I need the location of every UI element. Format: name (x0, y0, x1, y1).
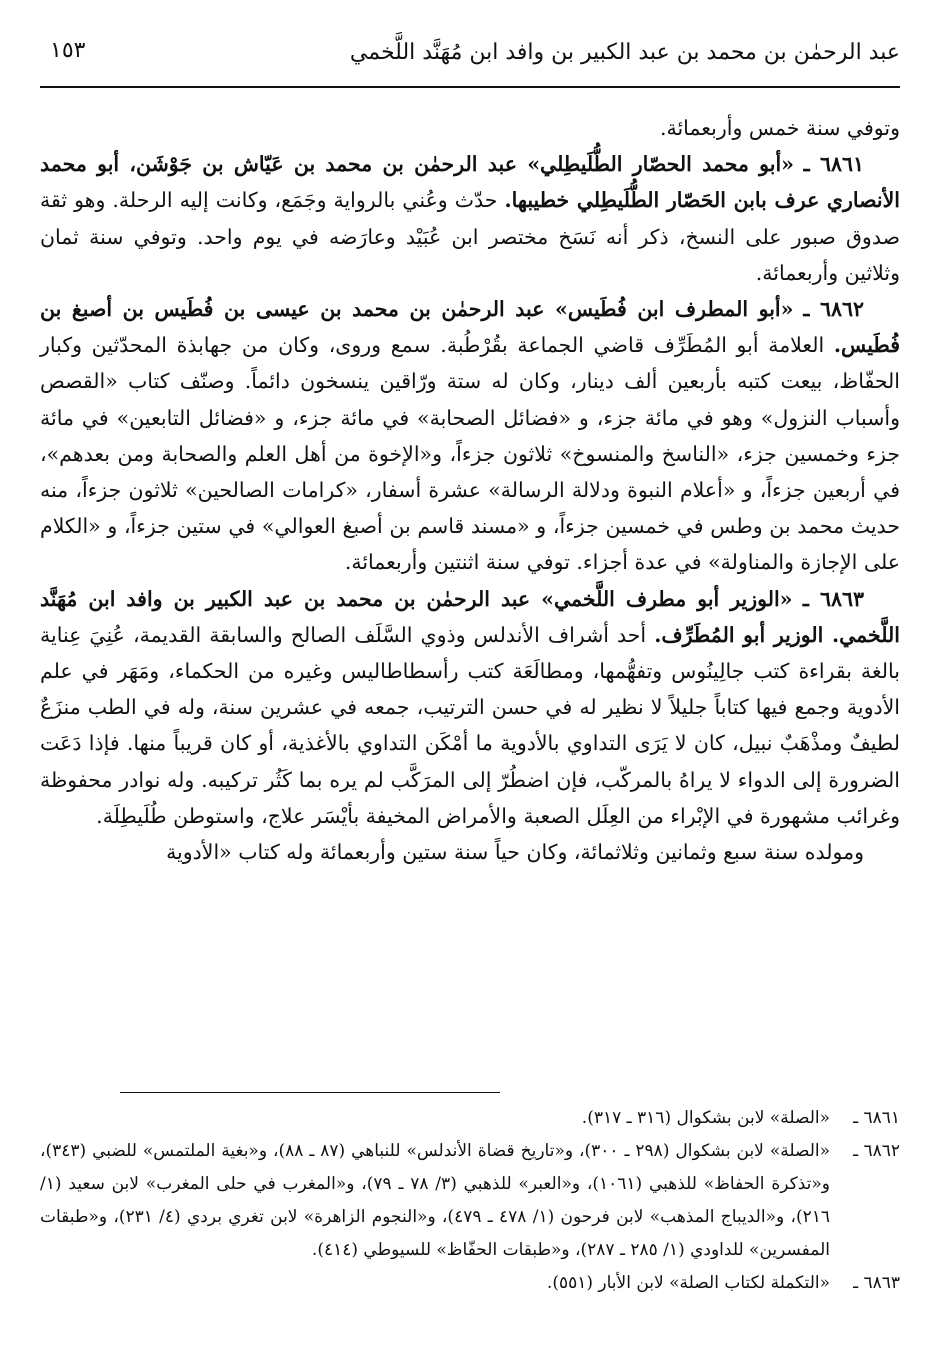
entry-6863 (40, 581, 900, 834)
footnote-rule (120, 1092, 500, 1093)
entry-6861 (40, 146, 900, 291)
footnotes (40, 1102, 900, 1300)
footnote-label: ٦٨٦٣ ـ (853, 1273, 900, 1293)
entry-number: ٦٨٦٢ ـ (803, 297, 864, 322)
footnote-6861 (40, 1102, 900, 1135)
footnote-label: ٦٨٦١ ـ (853, 1108, 900, 1128)
page-number: ١٥٣ (50, 38, 86, 63)
footnote-label: ٦٨٦٢ ـ (853, 1141, 900, 1161)
closing-line: ومولده سنة سبع وثمانين وثلاثمائة، وكان حياً سنة ستين وأربعمائة وله كتاب «الأدوية (166, 840, 864, 865)
opening-line: وتوفي سنة خمس وأربعمائة. (659, 116, 900, 140)
running-header (40, 30, 900, 80)
entry-text: العلامة أبو المُطَرِّف قاضي الجماعة بقُرْطُبة. سمع وروى، وكان من جهابذة المحدّثين وكبار الحفّاظ، بيعت كتبه بأربعين ألف دينار، وكان له ستة ورّاقين ينسخون دائماً. وصنّف كتاب «القصص وأسباب النزول» وهو في مائة جزء، و «فضائل الصحابة» في مائة جزء، و «فضائل التابعين» في مائة جزء وخمسين جزء، «الناسخ والمنسوخ» ثلاثون جزءاً، و«الإخوة من أهل العلم والصحابة ومن بعدهم»، في أربعين جزءاً، و «أعلام النبوة ودلالة الرسالة» عشرة أسفار، «كرامات الصالحين» ثلاثون جزءاً، منه حديث محمد بن وطس في خمسين جزءاً، و «مسند قاسم بن أصبغ العوالي» في ستين جزءاً، و «الكلام على الإجازة والمناولة» في عدة أجزاء. توفي سنة اثنتين وأربعمائة. (40, 333, 900, 575)
entry-heading: «الوزير أبو مطرف اللَّخمي» عبد الرحمٰن بن محمد بن عبد الكبير بن وافد ابن مُهَنَّد اللَّخمي. الوزير أبو المُطَرِّف. (40, 586, 900, 647)
main-text (40, 110, 900, 870)
footnote-text: «الصلة» لابن بشكوال (٢٩٨ ـ ٣٠٠)، و«تاريخ قضاة الأندلس» للنباهي (٨٧ ـ ٨٨)، و«بغية الملتمس» للضبي (٣٤٣)، و«تذكرة الحفاظ» للذهبي (١٠٦١)، و«العبر» للذهبي (٣/ ٧٨ ـ ٧٩)، و«المغرب في حلى المغرب» لابن سعيد (١/ ٢١٦)، و«الديباج المذهب» لابن فرحون (١/ ٤٧٨ ـ ٤٧٩)، و«النجوم الزاهرة» لابن تغري بردي (٤/ ٢٣١)، و«طبقات المفسرين» للداودي (١/ ٢٨٥ ـ ٢٨٧)، و«طبقات الحفّاظ» للسيوطي (٤١٤). (40, 1141, 831, 1260)
entry-number: ٦٨٦٣ ـ (802, 586, 864, 611)
footnote-6862 (40, 1135, 900, 1267)
footnote-text: «الصلة» لابن بشكوال (٣١٦ ـ ٣١٧). (581, 1108, 830, 1128)
header-rule (40, 86, 900, 88)
footnote-text: «التكملة لكتاب الصلة» لابن الأبار (٥٥١). (546, 1273, 830, 1293)
book-page (40, 30, 900, 1340)
entry-heading: «أبو محمد الحصّار الطُّلَيطِلي» عبد الرحمٰن بن محمد بن عَيّاش بن جَوْشَن، أبو محمد الأنصاري عرف بابن الحَصّار الطُّلَيطِلي خطيبها. (40, 152, 900, 213)
footnote-6863 (40, 1267, 900, 1300)
entry-text: حدّث وعُني بالرواية وجَمَع، وكانت إليه الرحلة. وهو ثقة صدوق صبور على النسخ، ذكر أنه نَسَخ مختصر ابن عُبَيْد وعارَضه في يوم واحد. وتوفي سنة ثمان وثلاثين وأربعمائة. (40, 188, 900, 285)
entry-text: أحد أشراف الأندلس وذوي السَّلَف الصالح والسابقة القديمة، عُنِيَ عِناية بالغة بقراءة كتب جالِينُوس وتفهُّمها، ومطالَعَة كتب رأسطاطاليس وغيره من الحكماء، ومَهَر في علم الأدوية وجمع فيها كتاباً جليلاً لا نظير له في حسن الترتيب، جمعه في عشرين سنة، وله في الطب منزَعٌ لطيفٌ ومذْهَبٌ نبيل، كان لا يَرَى التداوي بالأدوية ما أمْكَن التداوي بالأغذية، أو كان قريباً منها. فإذا دَعَت الضرورة إلى الدواء لا يراهُ بالمركّب، فإن اضطُرّ إلى المرَكَّب لم يره بما كَثُر تركيبه. وله نوادر محفوظة وغرائب مشهورة في الإبْراء من العِلَل الصعبة والأمراض المخيفة بأيْسَر علاج، واستوطن طُلَيطِلَة. (40, 622, 900, 828)
entry-heading: «أبو المطرف ابن فُطَيس» عبد الرحمٰن بن محمد بن عيسى بن فُطَيس بن أصبغ بن فُطَيس. (40, 297, 900, 358)
entry-6862 (40, 291, 900, 581)
entry-number: ٦٨٦١ ـ (803, 152, 864, 177)
running-title: عبد الرحمٰن بن محمد بن عبد الكبير بن وافد ابن مُهَنَّد اللَّخمي (349, 40, 900, 65)
